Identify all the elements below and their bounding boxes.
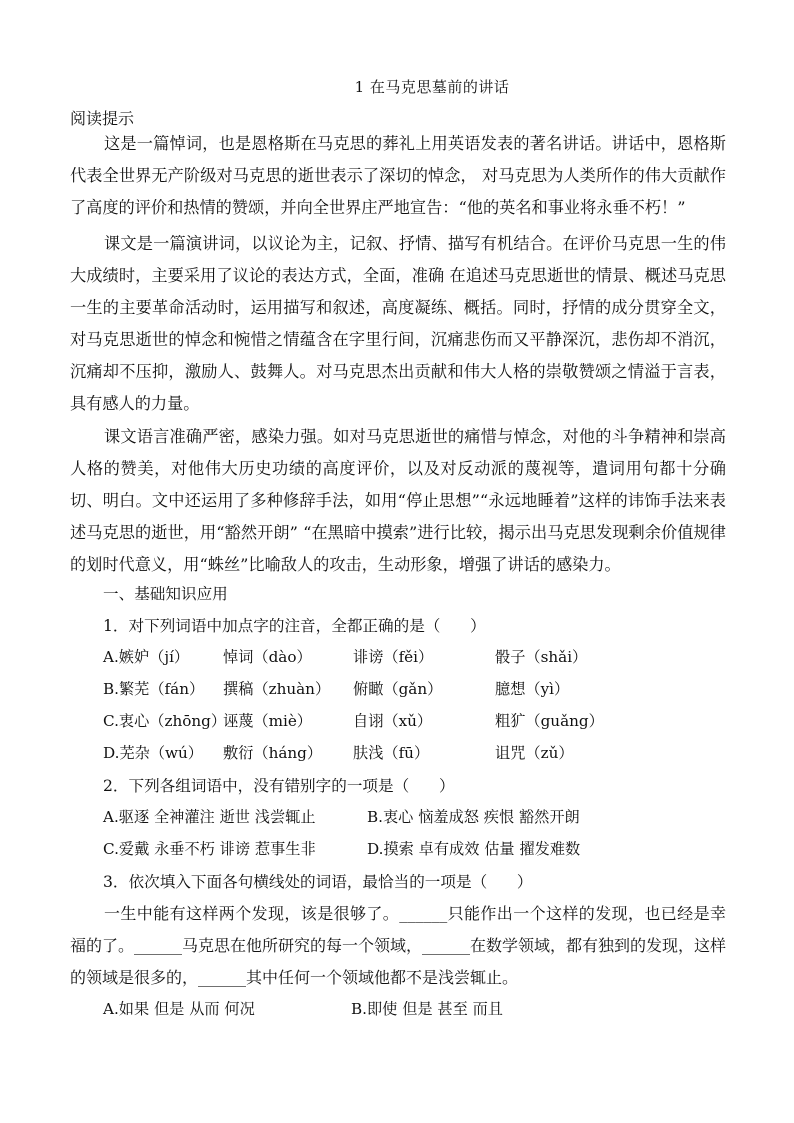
option-item: 诬蔑（miè） (223, 712, 312, 730)
option-item: B.即使 但是 甚至 而且 (351, 1000, 503, 1018)
option-item: 臆想（yì） (495, 680, 570, 698)
reading-hint-label: 阅读提示 (70, 109, 135, 128)
option-item: 粗犷（guǎng） (495, 712, 604, 730)
option-item: B.繁芜（fán） (103, 680, 205, 698)
option-item: 自诩（xǔ） (353, 712, 433, 730)
intro-paragraph-2: 课文是一篇演讲词，以议论为主，记叙、抒情、描写有机结合。在评价马克思一生的伟大成绩时，主要采用了议论的表达方式，全面，准确 在追述马克思逝世的情景、概述马克思一生的主要革命活动时，运用描写和叙述，高度凝练、概括。同时，抒情的成分贯穿全文，对马克思逝世的悼念和惋惜之情蕴含在字里行间，沉痛悲伤而又平静深沉，悲伤却不消沉，沉痛却不压抑，激励人、鼓舞人。对马克思杰出贡献和伟大人格的崇敬赞颂之情溢于言表，具有感人的力量。 (70, 234, 726, 413)
option-item: A.驱逐 全神灌注 逝世 浅尝辄止 (103, 808, 316, 826)
option-item: 敷衍（háng） (223, 744, 323, 762)
option-item: 悼词（dào） (223, 648, 312, 666)
question-3-passage: 一生中能有这样两个发现，该是很够了。______只能作出一个这样的发现，也已经是幸福的了。______马克思在他所研究的每一个领域，______在数学领域，都有独到的发现，这样的领域是很多的，______其中任何一个领域他都不是浅尝辄止。 (70, 904, 727, 987)
question-1-stem: 1．对下列词语中加点字的注音，全都正确的是（ ） (103, 617, 486, 635)
intro-paragraph-1: 这是一篇悼词，也是恩格斯在马克思的葬礼上用英语发表的著名讲话。讲话中，恩格斯代表全世界无产阶级对马克思的逝世表示了深切的悼念， 对马克思为人类所作的伟大贡献作了高度的评价和热情的赞颂，并向全世界庄严地宣告：“他的英名和事业将永垂不朽！” (70, 134, 726, 217)
option-item: 诅咒（zǔ） (495, 744, 574, 762)
option-item: A.嫉妒（jí） (103, 648, 190, 666)
option-item: C.爱戴 永垂不朽 诽谤 惹事生非 (103, 840, 316, 858)
option-item: D.芜杂（wú） (103, 744, 203, 762)
option-item: A.如果 但是 从而 何况 (103, 1000, 255, 1018)
intro-paragraph-3: 课文语言准确严密，感染力强。如对马克思逝世的痛惜与悼念，对他的斗争精神和崇高人格的赞美，对他伟大历史功绩的高度评价，以及对反动派的蔑视等，遣词用句都十分确切、明白。文中还运用了多种修辞手法，如用“停止思想”“永远地睡着”这样的讳饰手法来表述马克思的逝世，用“豁然开朗” “在黑暗中摸索”进行比较，揭示出马克思发现剩余价值规律的划时代意义，用“蛛丝”比喻敌人的攻击，生动形象，增强了讲话的感染力。 (70, 427, 726, 574)
option-item: 骰子（shǎi） (495, 648, 588, 666)
question-3-stem: 3．依次填入下面各句横线处的词语，最恰当的一项是（ ） (103, 873, 533, 891)
section-heading: 一、基础知识应用 (103, 585, 228, 603)
option-item: 俯瞰（gǎn） (353, 680, 443, 698)
page-title: 1 在马克思墓前的讲话 (354, 78, 510, 96)
option-item: B.衷心 恼羞成怒 疾恨 豁然开朗 (367, 808, 580, 826)
option-item: C.衷心（zhōng） (103, 712, 227, 730)
option-item: 诽谤（fěi） (353, 648, 434, 666)
question-2-stem: 2．下列各组词语中，没有错别字的一项是（ ） (103, 777, 455, 795)
option-item: 撰稿（zhuàn） (223, 680, 331, 698)
option-item: 肤浅（fū） (353, 744, 430, 762)
option-item: D.摸索 卓有成效 估量 擢发难数 (367, 840, 581, 858)
